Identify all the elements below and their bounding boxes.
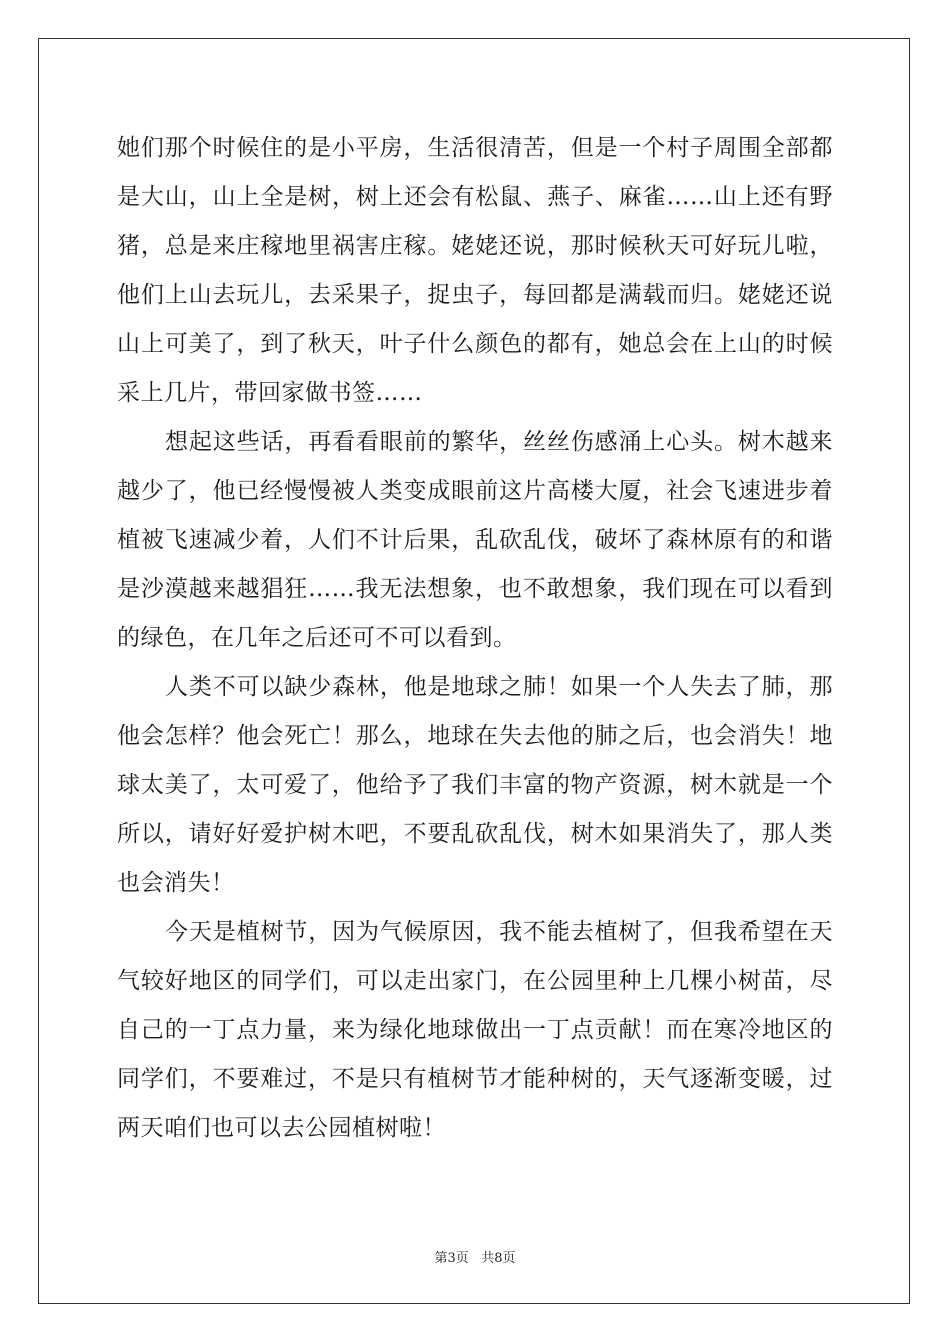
text-line: 也会消失！ (117, 870, 235, 896)
page-footer (0, 1247, 950, 1266)
paragraph-1 (117, 124, 833, 418)
paragraph-2 (117, 418, 833, 663)
text-line: 想起这些话，再看看眼前的繁华，丝丝伤感涌上心头。树木越来 (165, 429, 833, 455)
text-line: 今天是植树节，因为气候原因，我不能去植树了，但我希望在天 (165, 919, 833, 945)
text-line: 她们那个时候住的是小平房，生活很清苦，但是一个村子周围全部都 (117, 135, 833, 161)
text-line: 所以，请好好爱护树木吧，不要乱砍乱伐，树木如果消失了，那人类 (117, 821, 833, 847)
text-line: 球太美了，太可爱了，他给予了我们丰富的物产资源，树木就是一个 (117, 772, 833, 798)
document-body (117, 124, 833, 1153)
text-line: 越少了，他已经慢慢被人类变成眼前这片高楼大厦，社会飞速进步着 (117, 478, 833, 504)
text-line: 同学们，不要难过，不是只有植树节才能种树的，天气逐渐变暖，过 (117, 1066, 833, 1092)
paragraph-3 (117, 663, 833, 908)
text-line: 是沙漠越来越猖狂……我无法想象，也不敢想象，我们现在可以看到 (117, 576, 833, 602)
text-line: 气较好地区的同学们，可以走出家门，在公园里种上几棵小树苗，尽 (117, 968, 833, 994)
text-line: 山上可美了，到了秋天，叶子什么颜色的都有，她总会在上山的时候 (117, 331, 833, 357)
text-line: 自己的一丁点力量，来为绿化地球做出一丁点贡献！而在寒冷地区的 (117, 1017, 833, 1043)
text-line: 猪，总是来庄稼地里祸害庄稼。姥姥还说，那时候秋天可好玩儿啦， (117, 233, 833, 259)
paragraph-4 (117, 908, 833, 1153)
text-line: 他们上山去玩儿，去采果子，捉虫子，每回都是满载而归。姥姥还说 (117, 282, 833, 308)
text-line: 他会怎样？他会死亡！那么，地球在失去他的肺之后，也会消失！地 (117, 723, 833, 749)
page-number: 第3页 (434, 1251, 469, 1266)
text-line: 两天咱们也可以去公园植树啦！ (117, 1115, 446, 1141)
page-total: 共8页 (481, 1251, 516, 1266)
text-line: 是大山，山上全是树，树上还会有松鼠、燕子、麻雀……山上还有野 (117, 184, 833, 210)
text-line: 人类不可以缺少森林，他是地球之肺！如果一个人失去了肺，那 (165, 674, 833, 700)
text-line: 的绿色，在几年之后还可不可以看到。 (117, 625, 517, 651)
text-line: 植被飞速减少着，人们不计后果，乱砍乱伐，破坏了森林原有的和谐 (117, 527, 833, 553)
text-line: 采上几片，带回家做书签…… (117, 380, 423, 406)
